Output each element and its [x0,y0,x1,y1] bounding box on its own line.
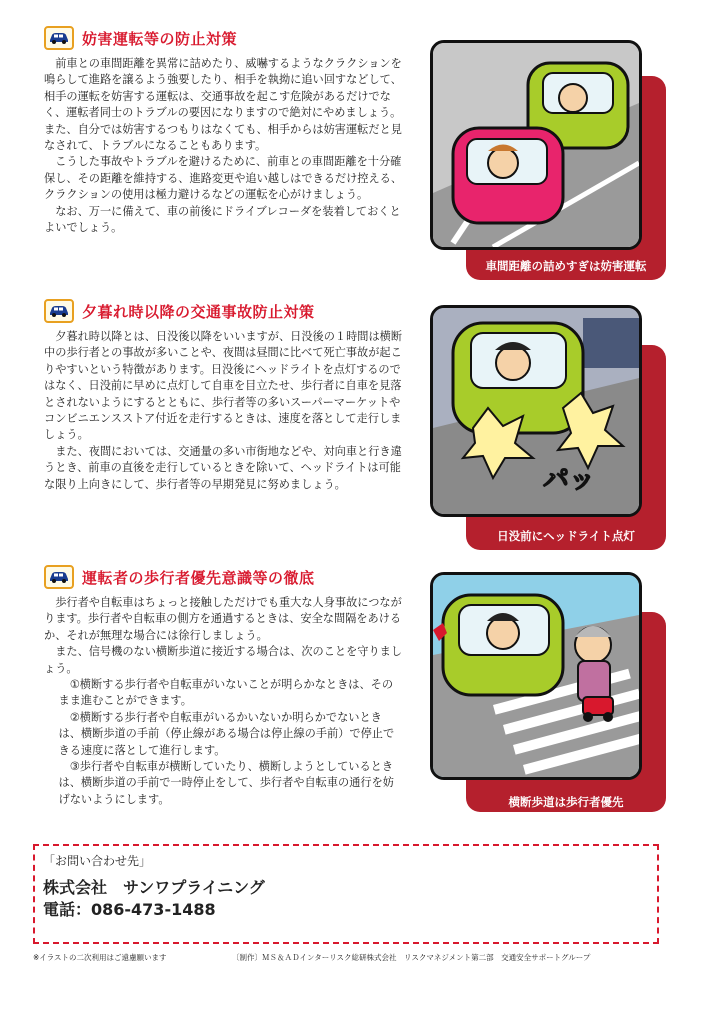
paragraph: また、夜間においては、交通量の多い市街地などや、対向車と行き違うとき、前車の直後を走行しているときを除いて、ヘッドライトは可能な限り上向きにして、歩行者等の早期発見に努めましょう。 [44,444,402,491]
list-item: ②横断する歩行者や自転車がいるかいないか明らかでないときは、横断歩道の手前（停止線がある場合は停止線の手前）で停止できる速度に落として進行します。 [58,710,395,757]
caption: 日没前にヘッドライト点灯 [497,529,635,543]
section-hindrance-driving [44,24,404,236]
caption: 横断歩道は歩行者優先 [508,795,624,809]
footer-credit: 〔制作〕ＭＳ＆ＡＤインターリスク総研株式会社 リスクマネジメント第二部 交通安全サポートグループ [232,953,591,962]
section-header [44,563,404,591]
pa-sound-effect: パッ [543,465,596,495]
list-item: ③歩行者や自転車が横断していたり、横断しようとしているときは、横断歩道の手前で一時停止をして、歩行者や自転車の通行を妨げないようにします。 [58,760,394,806]
section-title: 妨害運転等の防止対策 [82,29,238,48]
caption: 車間距離の詰めすぎは妨害運転 [485,259,647,273]
section-body [44,56,404,236]
car-icon [44,26,74,50]
headlight-scene [433,308,639,514]
illustration-headlights [430,305,666,550]
car-icon [44,299,74,323]
section-title: 夕暮れ時以降の交通事故防止対策 [82,302,315,321]
phone-number: 電話：086-473-1488 [43,900,216,919]
section-title: 運転者の歩行者優先意識等の徹底 [82,568,315,587]
list-item: ①横断する歩行者や自転車がいないことが明らかなときは、そのまま進むことができます。 [58,678,394,708]
illustration-tailgating [430,40,666,280]
section-body [44,329,404,493]
contact-label: 「お問い合わせ先」 [43,854,152,868]
footer-notice: ※イラストの二次利用はご遠慮願います [33,953,167,962]
paragraph: 夕暮れ時以降とは、日没後以降をいいますが、日没後の１時間は横断中の歩行者との事故が多いことや、夜間は昼間に比べて死亡事故が起こりやすいという特徴があります。日没後にヘッドライトを点灯するのではなく、日没前に早めに点灯して自車を目立たせ、歩行者に自車を見落とされないようにするとともに、歩行者等の多いスーパーマーケットやコンビニエンスストア付近を走行するときは、速度を落として走行しましょう。 [44,330,403,442]
car-icon [44,565,74,589]
section-dusk-safety [44,297,404,493]
paragraph: 歩行者や自転車はちょっと接触しただけでも重大な人身事故につながります。歩行者や自転車の側方を通過するときは、安全な間隔をあけるか、それが無理な場合には徐行しましょう。 [44,596,402,642]
section-header [44,297,404,325]
illustration-frame [430,40,642,250]
paragraph: こうした事故やトラブルを避けるために、前車との車間距離を十分確保し、その距離を維持する、進路変更や追い越しはできるだけ控える、クラクションの使用は極力避けるなどの運転を心がけましょう。 [44,155,403,202]
company-name: 株式会社 サンワプライニング [43,878,265,897]
paragraph: また、信号機のない横断歩道に接近する場合は、次のことを守りましょう。 [44,645,403,675]
paragraph: 前車との車間距離を異常に詰めたり、威嚇するようなクラクションを鳴らして進路を譲るよう強要したり、相手を執拗に追い回すなどして、相手の運転を妨害する運転は、交通事故を起こす危険があるだけでなく、運転者同士のトラブルの要因になりますので絶対にやめましょう。また、自分では妨害するつもりはなくても、相手からは妨害運転だと見なされて、トラブルになることもあります。 [44,57,402,153]
illustration-crosswalk [430,572,666,812]
section-body [44,595,404,808]
section-pedestrian-priority [44,563,404,808]
section-header [44,24,404,52]
paragraph: なお、万一に備えて、車の前後にドライブレコーダを装着しておくとよいでしょう。 [44,204,401,235]
illustration-frame [430,572,642,780]
crosswalk-scene [433,575,639,777]
contact-box [33,844,659,944]
illustration-frame [430,305,642,517]
tailgating-scene [433,43,639,247]
